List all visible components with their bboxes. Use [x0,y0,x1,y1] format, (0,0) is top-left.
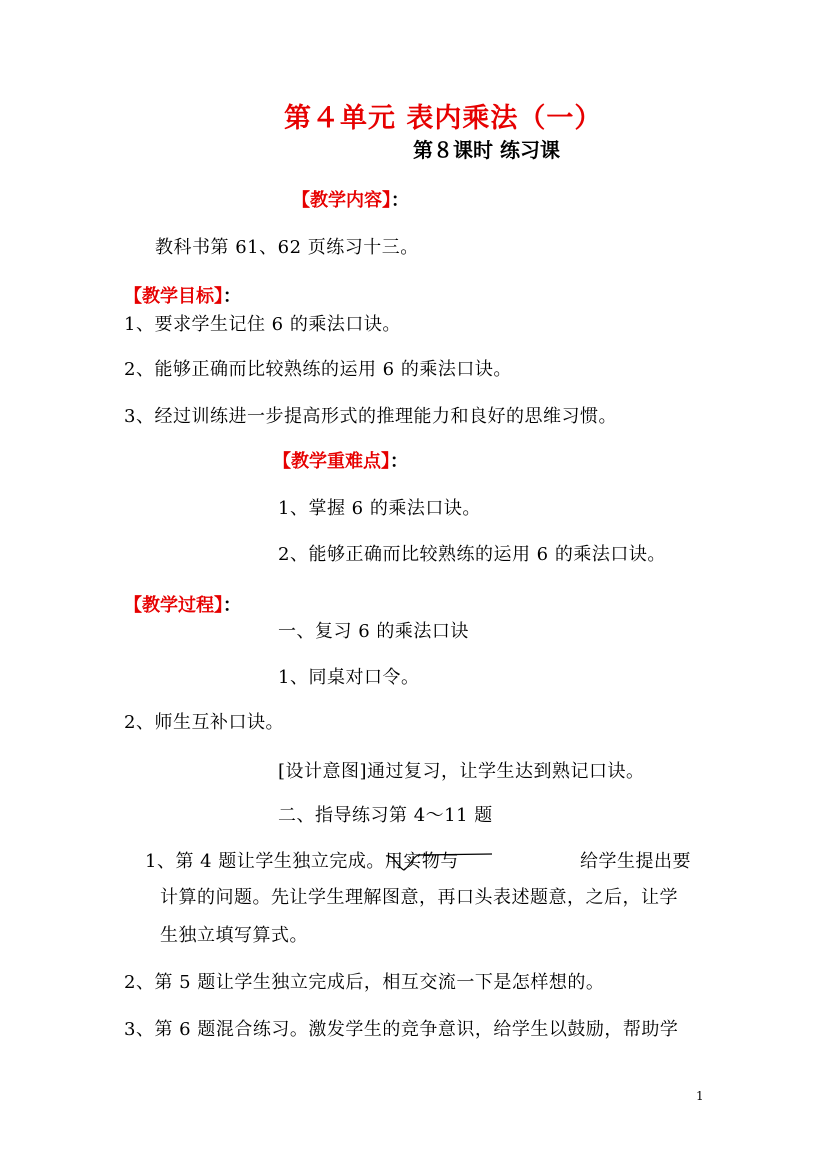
process-line: 一、复习 6 的乘法口诀 [278,621,469,642]
exercise-item-2: 2、第 5 题让学生独立完成后，相互交流一下是怎样想的。 [124,972,605,993]
heading-text: 【教学内容】 [292,190,391,211]
process-line: 1、同桌对口令。 [278,667,420,688]
heading-colon: ： [223,595,241,616]
page-number: 1 [696,1089,704,1103]
heading-colon: ： [223,286,241,307]
heading-colon: ： [391,190,409,211]
goal-item: 2、能够正确而比较熟练的运用 6 的乘法口诀。 [124,359,512,380]
exercise-item-3: 3、第 6 题混合练习。激发学生的竞争意识，给学生以鼓励，帮助学 [124,1019,679,1040]
content-text: 教科书第 61、62 页练习十三。 [155,237,419,258]
exercise-item-1-line3: 生独立填写算式。 [160,925,308,946]
process-line: 2、师生互补口诀。 [124,712,284,733]
section-heading-process [124,591,241,617]
exercise-item-1-cont: 给学生提出要 [580,851,691,872]
heading-colon: ： [390,451,408,472]
design-intent-note: [设计意图]通过复习，让学生达到熟记口诀。 [278,761,645,782]
heading-text: 【教学目标】 [124,286,223,307]
section-heading-goals [124,282,241,308]
goal-item: 1、要求学生记住 6 的乘法口诀。 [124,314,401,335]
key-point-item: 1、掌握 6 的乘法口诀。 [278,498,481,519]
exercise-item-1-text: 1、第 4 题让学生独立完成。用 [145,851,404,872]
heading-text: 【教学过程】 [124,595,223,616]
handwritten-strike-mark [384,846,496,876]
page-title: 第４单元 表内乘法（一） [284,103,603,134]
key-point-item: 2、能够正确而比较熟练的运用 6 的乘法口诀。 [278,544,666,565]
exercise-item-1-line2: 计算的问题。先让学生理解图意，再口头表述题意，之后，让学 [160,887,678,908]
process-subheading: 二、指导练习第 4～11 题 [278,805,493,826]
section-heading-content [292,186,409,212]
lesson-subtitle: 第８课时 练习课 [413,138,560,162]
goal-item: 3、经过训练进一步提高形式的推理能力和良好的思维习惯。 [124,406,617,427]
section-heading-key-points [273,447,408,473]
struck-text: 实物与 [403,851,459,872]
heading-text: 【教学重难点】 [273,451,390,472]
